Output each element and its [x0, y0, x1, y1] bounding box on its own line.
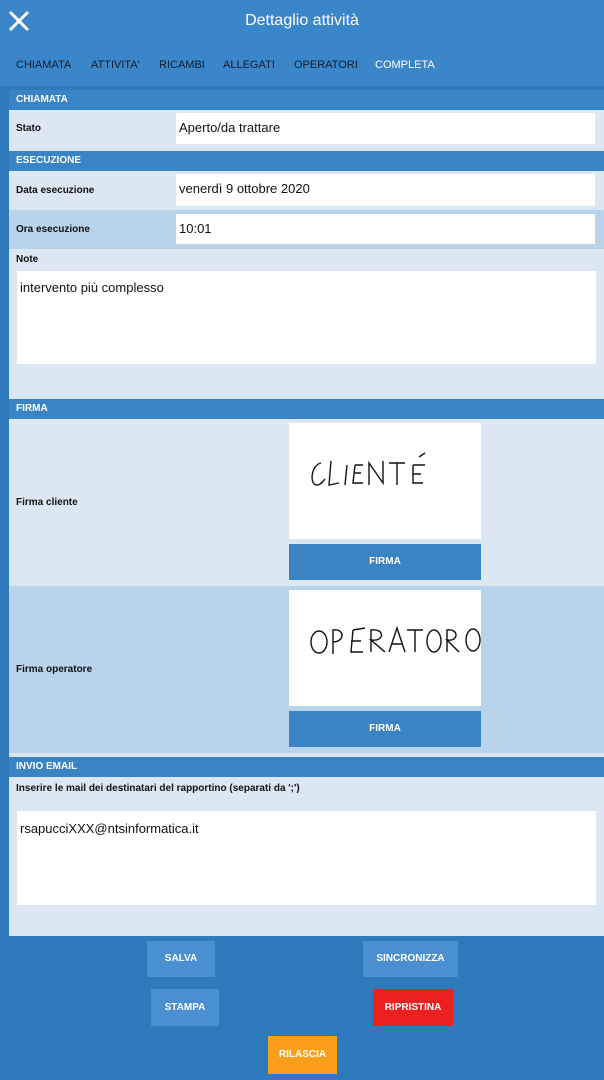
- row-firma-cliente: [9, 419, 604, 586]
- data-esecuzione-label: Data esecuzione: [16, 185, 95, 196]
- data-esecuzione-field[interactable]: venerdì 9 ottobre 2020: [176, 174, 595, 206]
- firma-operatore-button[interactable]: FIRMA: [289, 711, 481, 747]
- ora-esecuzione-field[interactable]: 10:01: [176, 214, 595, 244]
- tab-allegati[interactable]: ALLEGATI: [223, 59, 275, 71]
- section-header-chiamata: CHIAMATA: [9, 90, 604, 110]
- signature-operatore: [289, 590, 481, 706]
- section-header-esecuzione: ESECUZIONE: [9, 151, 604, 171]
- rilascia-button[interactable]: RILASCIA: [268, 1036, 337, 1074]
- ora-esecuzione-label: Ora esecuzione: [16, 224, 90, 235]
- email-recipients-field[interactable]: rsapucciXXX@ntsinformatica.it: [17, 811, 596, 905]
- email-instructions: Inserire le mail dei destinatari del rapportino (separati da ';'): [16, 783, 300, 794]
- row-data-esecuzione: [9, 171, 604, 210]
- section-header-invio-email: INVIO EMAIL: [9, 757, 604, 777]
- section-header-firma: FIRMA: [9, 399, 604, 419]
- firma-cliente-button[interactable]: FIRMA: [289, 544, 481, 580]
- app-header: [0, 0, 604, 44]
- stampa-button[interactable]: STAMPA: [151, 989, 219, 1026]
- tab-bar: [0, 44, 604, 86]
- row-ora-esecuzione: [9, 210, 604, 249]
- tab-chiamata[interactable]: CHIAMATA: [16, 59, 72, 71]
- tab-operatori[interactable]: OPERATORI: [294, 59, 358, 71]
- firma-cliente-label: Firma cliente: [16, 497, 78, 508]
- row-stato: [9, 110, 604, 148]
- signature-pad-operatore[interactable]: [289, 590, 481, 706]
- signature-pad-cliente[interactable]: [289, 423, 481, 539]
- tab-attivita[interactable]: ATTIVITA': [91, 59, 140, 71]
- row-firma-operatore: [9, 586, 604, 753]
- stato-label: Stato: [16, 123, 41, 134]
- salva-button[interactable]: SALVA: [147, 941, 215, 977]
- tab-completa[interactable]: COMPLETA: [375, 59, 435, 71]
- row-note: [9, 249, 604, 395]
- tab-ricambi[interactable]: RICAMBI: [159, 59, 205, 71]
- stato-field[interactable]: Aperto/da trattare: [176, 113, 595, 144]
- form-panel: [9, 90, 604, 936]
- firma-operatore-label: Firma operatore: [16, 664, 93, 675]
- page-title: Dettaglio attività: [245, 12, 359, 29]
- note-label: Note: [16, 254, 39, 265]
- sincronizza-button[interactable]: SINCRONIZZA: [363, 941, 458, 977]
- note-textarea[interactable]: intervento più complesso: [17, 271, 596, 364]
- signature-cliente: [289, 423, 481, 539]
- ripristina-button[interactable]: RIPRISTINA: [373, 989, 453, 1026]
- row-email: [9, 777, 604, 936]
